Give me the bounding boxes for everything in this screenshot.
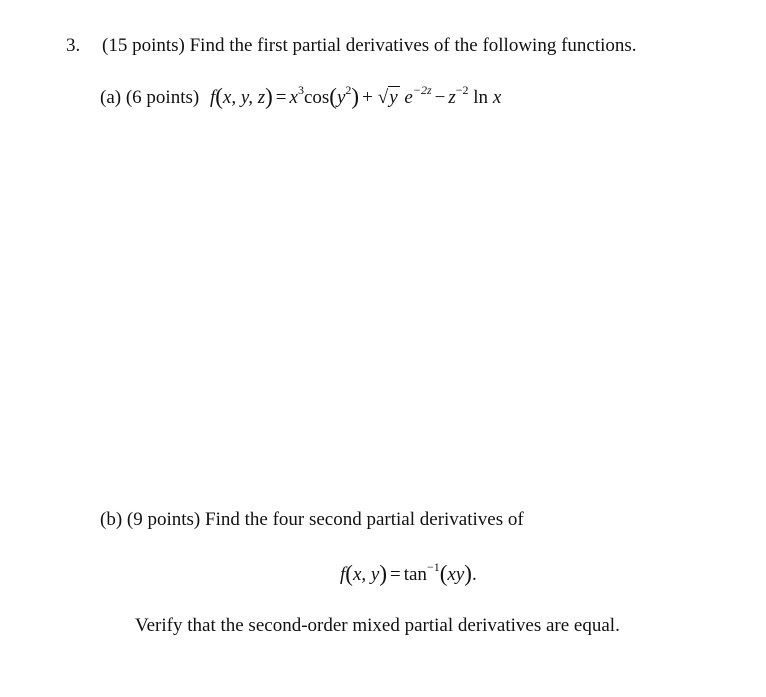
formula-a-equals: = bbox=[275, 87, 287, 108]
formula-b-equals: = bbox=[390, 564, 401, 585]
formula-a-plus: + bbox=[362, 87, 373, 108]
formula-b-tan: tan bbox=[403, 564, 427, 585]
question-title: (15 points) Find the first partial derivatives of the following functions. bbox=[102, 35, 637, 56]
formula-a-e-exponent: −2z bbox=[412, 82, 432, 97]
formula-a-x-exponent: 3 bbox=[297, 82, 304, 97]
formula-b-tan-exponent: −1 bbox=[426, 559, 440, 574]
formula-b-lparen: ( bbox=[345, 561, 353, 586]
formula-a-x: x bbox=[289, 87, 298, 108]
formula-a-sqrt-radicand: y bbox=[389, 87, 398, 108]
sqrt-icon: √ bbox=[377, 87, 389, 108]
formula-a-function-name: f bbox=[209, 87, 216, 108]
part-a-line bbox=[100, 82, 502, 110]
formula-b-arg-rparen: ) bbox=[464, 561, 472, 586]
formula-b-args: x, y bbox=[352, 564, 380, 585]
part-b-verify-text: Verify that the second-order mixed partial derivatives are equal. bbox=[135, 615, 620, 636]
part-b-label: (b) (9 points) bbox=[100, 509, 201, 530]
formula-a-z: z bbox=[448, 87, 456, 108]
formula-a-z-exponent: −2 bbox=[455, 82, 469, 97]
formula-a-ln-arg: x bbox=[492, 87, 502, 108]
formula-a-cos: cos bbox=[303, 87, 330, 108]
formula-b-period: . bbox=[471, 564, 477, 585]
part-a-label: (a) (6 points) bbox=[100, 87, 200, 108]
formula-a-y: y bbox=[336, 87, 346, 108]
part-a-formula bbox=[209, 82, 502, 109]
formula-b-arg-lparen: ( bbox=[439, 561, 448, 586]
formula-a-lparen: ( bbox=[215, 84, 223, 109]
formula-b-arg: xy bbox=[447, 564, 465, 585]
formula-b-rparen: ) bbox=[379, 561, 387, 586]
formula-a-sqrt bbox=[376, 86, 400, 110]
part-b-line bbox=[100, 508, 524, 532]
formula-a-rparen: ) bbox=[265, 84, 273, 109]
formula-a-minus: − bbox=[434, 87, 446, 108]
question-number: 3. bbox=[66, 35, 81, 56]
formula-b-function-name: f bbox=[340, 564, 346, 585]
part-b-instruction: Find the four second partial derivatives of bbox=[205, 509, 524, 530]
formula-a-args: x, y, z bbox=[222, 87, 266, 108]
formula-a-cos-lparen: ( bbox=[329, 84, 337, 109]
part-b-formula bbox=[340, 559, 477, 587]
formula-a-cos-rparen: ) bbox=[351, 84, 360, 109]
formula-a-ln: ln bbox=[473, 87, 489, 108]
formula-a-y-exponent: 2 bbox=[345, 82, 352, 97]
formula-a-e: e bbox=[404, 87, 413, 108]
question-title-line bbox=[66, 34, 637, 58]
